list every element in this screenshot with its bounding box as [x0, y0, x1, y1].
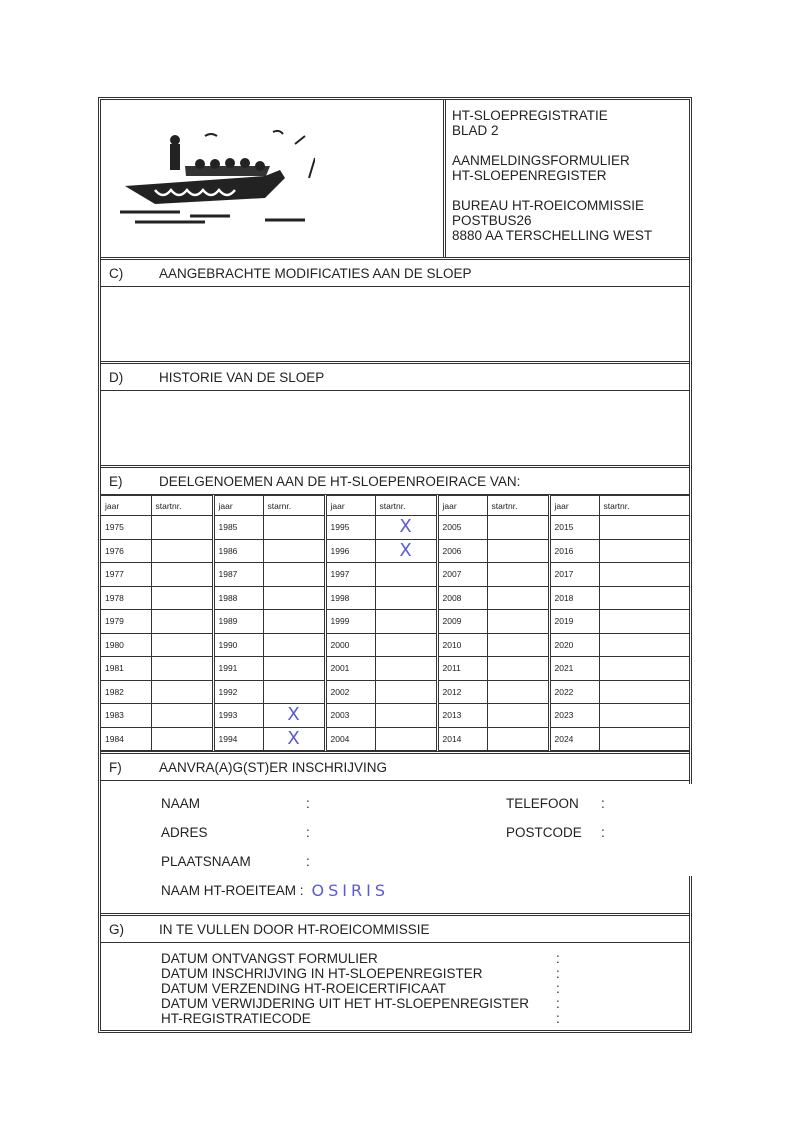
year-cell: 2002 [325, 680, 375, 704]
year-cell: 1996 [325, 539, 375, 563]
year-cell: 2003 [325, 704, 375, 728]
year-cell: 2022 [549, 680, 599, 704]
startnr-header: startnr. [487, 496, 549, 516]
commission-line [161, 981, 689, 996]
table-row [101, 704, 689, 728]
section-title: AANVRA(A)G(ST)ER INSCHRIJVING [159, 759, 388, 775]
section-e [101, 468, 689, 754]
startnr-cell[interactable] [599, 516, 689, 540]
section-letter: D) [109, 369, 124, 385]
year-cell: 2019 [549, 610, 599, 634]
table-row [101, 610, 689, 634]
commission-line [161, 1011, 689, 1026]
year-cell: 2018 [549, 586, 599, 610]
header-form-line: AANMELDINGSFORMULIER [452, 153, 630, 168]
startnr-cell[interactable] [263, 539, 325, 563]
commission-label: DATUM ONTVANGST FORMULIER [161, 951, 378, 966]
year-cell: 2024 [549, 727, 599, 751]
commission-label: DATUM VERZENDING HT-ROEICERTIFICAAT [161, 981, 447, 996]
startnr-cell[interactable] [151, 633, 213, 657]
year-cell: 1975 [101, 516, 151, 540]
year-header: jaar [213, 496, 263, 516]
adres-label: ADRES [161, 825, 208, 840]
postcode-label: POSTCODE [506, 825, 582, 840]
year-cell: 1986 [213, 539, 263, 563]
commission-line [161, 966, 689, 981]
year-cell: 1984 [101, 727, 151, 751]
roeiteam-label: NAAM HT-ROEITEAM : [161, 883, 304, 898]
year-cell: 1987 [213, 563, 263, 587]
roeiteam-value[interactable]: OSIRIS [311, 881, 389, 900]
colon: : [306, 825, 310, 840]
startnr-cell[interactable] [599, 680, 689, 704]
colon: : [601, 796, 605, 811]
startnr-cell[interactable] [487, 680, 549, 704]
startnr-cell[interactable]: X [263, 704, 325, 728]
commission-line [161, 951, 689, 966]
registration-form [98, 97, 692, 1033]
startnr-cell[interactable] [151, 516, 213, 540]
year-cell: 2021 [549, 657, 599, 681]
startnr-cell[interactable] [375, 727, 437, 751]
year-cell: 1980 [101, 633, 151, 657]
year-header: jaar [101, 496, 151, 516]
startnr-cell[interactable] [375, 586, 437, 610]
colon: : [556, 981, 560, 996]
section-title: DEELGENOEMEN AAN DE HT-SLOEPENROEIRACE VAN: [159, 473, 521, 489]
naam-label: NAAM [161, 796, 201, 811]
startnr-header: startnr. [375, 496, 437, 516]
startnr-header: startnr. [151, 496, 213, 516]
year-cell: 1995 [325, 516, 375, 540]
startnr-cell[interactable] [151, 680, 213, 704]
table-row [101, 516, 689, 540]
startnr-header: startnr. [599, 496, 689, 516]
year-cell: 2006 [437, 539, 487, 563]
year-header: jaar [549, 496, 599, 516]
startnr-cell[interactable]: X [375, 516, 437, 540]
year-cell: 2012 [437, 680, 487, 704]
colon: : [601, 825, 605, 840]
year-cell: 2011 [437, 657, 487, 681]
address-line: BUREAU HT-ROEICOMMISSIE [452, 198, 645, 213]
startnr-cell[interactable] [151, 610, 213, 634]
year-cell: 1988 [213, 586, 263, 610]
year-cell: 2000 [325, 633, 375, 657]
modifications-field[interactable] [101, 287, 689, 361]
header-line: BLAD 2 [452, 123, 499, 138]
startnr-cell[interactable] [487, 704, 549, 728]
startnr-cell[interactable] [487, 563, 549, 587]
colon: : [556, 951, 560, 966]
startnr-cell[interactable] [487, 633, 549, 657]
startnr-cell[interactable] [263, 657, 325, 681]
startnr-cell[interactable] [487, 539, 549, 563]
rowing-boat-icon [115, 128, 315, 238]
table-row [101, 539, 689, 563]
year-cell: 1982 [101, 680, 151, 704]
commission-label: DATUM INSCHRIJVING IN HT-SLOEPENREGISTER [161, 966, 483, 981]
commission-label: HT-REGISTRATIECODE [161, 1011, 311, 1026]
startnr-cell[interactable] [487, 610, 549, 634]
startnr-cell[interactable] [599, 563, 689, 587]
year-cell: 1978 [101, 586, 151, 610]
section-f [101, 754, 689, 916]
telefoon-label: TELEFOON [506, 796, 579, 811]
year-cell: 1990 [213, 633, 263, 657]
section-letter: C) [109, 265, 124, 281]
year-cell: 2009 [437, 610, 487, 634]
year-cell: 2010 [437, 633, 487, 657]
form-header [101, 100, 689, 260]
startnr-cell[interactable] [151, 539, 213, 563]
year-cell: 1983 [101, 704, 151, 728]
year-cell: 1979 [101, 610, 151, 634]
section-letter: F) [109, 759, 122, 775]
table-row [101, 657, 689, 681]
table-row [101, 680, 689, 704]
history-field[interactable] [101, 391, 689, 465]
startnr-cell[interactable] [375, 610, 437, 634]
startnr-cell[interactable] [599, 704, 689, 728]
year-header: jaar [325, 496, 375, 516]
startnr-cell[interactable] [599, 633, 689, 657]
year-cell: 1985 [213, 516, 263, 540]
year-cell: 1977 [101, 563, 151, 587]
lifeboat-logo [101, 100, 446, 257]
startnr-cell[interactable] [487, 586, 549, 610]
year-cell: 1989 [213, 610, 263, 634]
startnr-cell[interactable] [375, 680, 437, 704]
year-cell: 2014 [437, 727, 487, 751]
startnr-cell[interactable] [375, 633, 437, 657]
year-cell: 1993 [213, 704, 263, 728]
startnr-cell[interactable] [263, 680, 325, 704]
table-row [101, 586, 689, 610]
startnr-cell[interactable] [375, 563, 437, 587]
startnr-cell[interactable] [599, 539, 689, 563]
startnr-cell[interactable] [151, 727, 213, 751]
header-form-line: HT-SLOEPENREGISTER [452, 168, 607, 183]
year-cell: 2005 [437, 516, 487, 540]
startnr-cell[interactable] [599, 610, 689, 634]
year-cell: 1981 [101, 657, 151, 681]
startnr-cell[interactable] [263, 563, 325, 587]
race-participation-table [101, 495, 689, 751]
colon: : [306, 854, 310, 869]
startnr-cell[interactable]: X [263, 727, 325, 751]
section-title: IN TE VULLEN DOOR HT-ROEICOMMISSIE [159, 921, 430, 937]
startnr-cell[interactable] [487, 727, 549, 751]
year-cell: 2008 [437, 586, 487, 610]
year-cell: 2001 [325, 657, 375, 681]
startnr-cell[interactable] [263, 586, 325, 610]
table-row [101, 727, 689, 751]
plaatsnaam-label: PLAATSNAAM [161, 854, 251, 869]
year-cell: 2007 [437, 563, 487, 587]
colon: : [556, 966, 560, 981]
year-cell: 1999 [325, 610, 375, 634]
colon: : [556, 1011, 560, 1026]
section-c [101, 260, 689, 364]
year-header: jaar [437, 496, 487, 516]
colon: : [556, 996, 560, 1011]
section-letter: G) [109, 921, 124, 937]
year-cell: 2004 [325, 727, 375, 751]
redaction-box [612, 784, 742, 876]
startnr-cell[interactable] [263, 610, 325, 634]
startnr-cell[interactable] [151, 563, 213, 587]
startnr-cell[interactable] [375, 704, 437, 728]
startnr-cell[interactable] [599, 727, 689, 751]
year-cell: 2020 [549, 633, 599, 657]
year-cell: 2023 [549, 704, 599, 728]
section-title: HISTORIE VAN DE SLOEP [159, 369, 325, 385]
section-title: AANGEBRACHTE MODIFICATIES AAN DE SLOEP [159, 265, 472, 281]
startnr-cell[interactable] [487, 516, 549, 540]
year-cell: 1976 [101, 539, 151, 563]
startnr-cell[interactable] [151, 586, 213, 610]
year-cell: 1991 [213, 657, 263, 681]
year-cell: 1998 [325, 586, 375, 610]
startnr-header: starnr. [263, 496, 325, 516]
table-row [101, 563, 689, 587]
header-text [446, 100, 658, 257]
startnr-cell[interactable] [487, 657, 549, 681]
commission-line [161, 996, 689, 1011]
year-cell: 1992 [213, 680, 263, 704]
address-line: 8880 AA TERSCHELLING WEST [452, 228, 653, 243]
section-d [101, 364, 689, 468]
section-g [101, 916, 689, 1030]
year-cell: 1994 [213, 727, 263, 751]
header-line: HT-SLOEPREGISTRATIE [452, 108, 608, 123]
startnr-cell[interactable] [151, 657, 213, 681]
startnr-cell[interactable] [151, 704, 213, 728]
table-row [101, 633, 689, 657]
startnr-cell[interactable] [263, 633, 325, 657]
startnr-cell[interactable] [375, 657, 437, 681]
colon: : [306, 796, 310, 811]
commission-label: DATUM VERWIJDERING UIT HET HT-SLOEPENREGISTER [161, 996, 530, 1011]
startnr-cell[interactable] [599, 657, 689, 681]
startnr-cell[interactable] [263, 516, 325, 540]
year-cell: 2017 [549, 563, 599, 587]
startnr-cell[interactable] [599, 586, 689, 610]
address-line: POSTBUS26 [452, 213, 532, 228]
year-cell: 2016 [549, 539, 599, 563]
year-cell: 1997 [325, 563, 375, 587]
year-cell: 2013 [437, 704, 487, 728]
section-letter: E) [109, 473, 123, 489]
year-cell: 2015 [549, 516, 599, 540]
startnr-cell[interactable]: X [375, 539, 437, 563]
